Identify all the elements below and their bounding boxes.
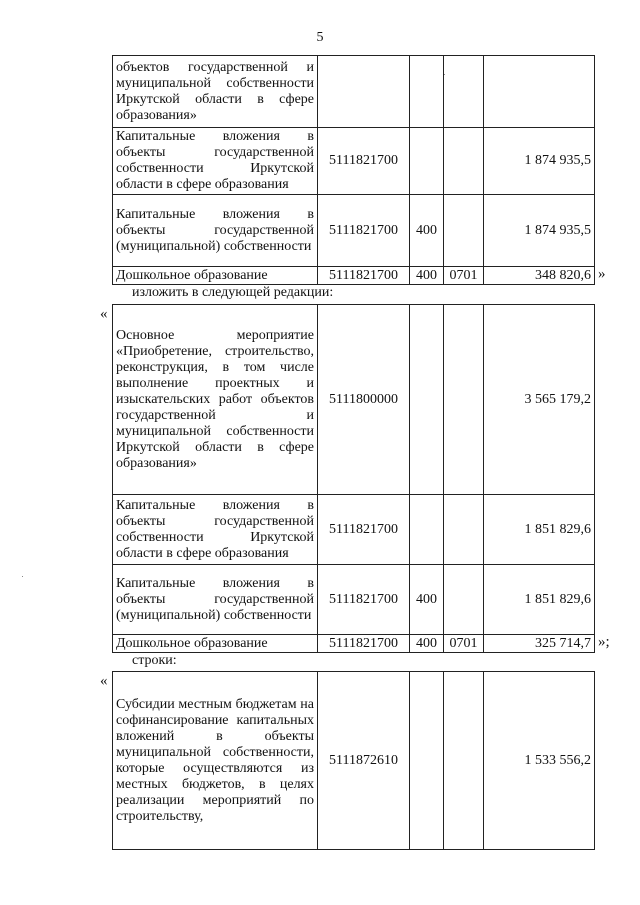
table-row: [113, 635, 595, 653]
row-name: Капитальные вложения в объекты государственной (муниципальной) собственности: [113, 195, 318, 267]
row-name: Капитальные вложения в объекты государственной собственности Иркутской области в сфере образования: [113, 128, 318, 195]
table-row: [113, 195, 595, 267]
row-code: 5111872610: [318, 672, 410, 850]
row-name: Капитальные вложения в объекты государственной (муниципальной) собственности: [113, 565, 318, 635]
row-amount: 1 874 935,5: [484, 128, 595, 195]
row-amount: 348 820,6: [484, 267, 595, 285]
row-section: 0701: [444, 267, 484, 285]
page-number: 5: [316, 30, 324, 45]
row-amount: 3 565 179,2: [484, 305, 595, 495]
row-name: объектов государственной и муниципальной собственности Иркутской области в сфере образования»: [113, 56, 318, 128]
table-row: [113, 305, 595, 495]
budget-table-new: [112, 304, 595, 653]
row-expense-type: 400: [410, 565, 444, 635]
row-section: [444, 305, 484, 495]
row-name: Основное мероприятие «Приобретение, строительство, реконструкция, в том числе выполнение проектных и изыскательских работ объектов государственной и муниципальной собственности Иркутской области в сфере образования»: [113, 305, 318, 495]
row-section: 0701: [444, 635, 484, 653]
opening-quote: «: [100, 306, 108, 322]
closing-quote-semicolon: »;: [598, 634, 610, 650]
row-code: 5111821700: [318, 495, 410, 565]
row-amount: 1 533 556,2: [484, 672, 595, 850]
table-row: [113, 128, 595, 195]
table-row: [113, 495, 595, 565]
rows-instruction: строки:: [132, 653, 177, 668]
scan-speck: [22, 576, 23, 577]
row-code: 5111821700: [318, 635, 410, 653]
table-row: [113, 56, 595, 128]
row-section: [444, 672, 484, 850]
row-expense-type: [410, 56, 444, 128]
row-expense-type: [410, 672, 444, 850]
row-amount: 1 851 829,6: [484, 565, 595, 635]
row-name: Дошкольное образование: [113, 635, 318, 653]
row-name: Капитальные вложения в объекты государственной собственности Иркутской области в сфере образования: [113, 495, 318, 565]
row-name: Субсидии местным бюджетам на софинансирование капитальных вложений в объекты муниципальной собственности, которые осуществляются из местных бюджетов, в целях реализации мероприятий по строительству,: [113, 672, 318, 850]
row-amount: [484, 56, 595, 128]
row-code: 5111821700: [318, 195, 410, 267]
row-expense-type: 400: [410, 195, 444, 267]
row-section: [444, 495, 484, 565]
table-row: [113, 565, 595, 635]
row-expense-type: 400: [410, 635, 444, 653]
row-code: [318, 56, 410, 128]
row-name: Дошкольное образование: [113, 267, 318, 285]
row-amount: 325 714,7: [484, 635, 595, 653]
row-expense-type: 400: [410, 267, 444, 285]
row-section: [444, 56, 484, 128]
table-row: [113, 672, 595, 850]
scan-speck: [444, 74, 445, 75]
edit-instruction: изложить в следующей редакции:: [132, 285, 334, 300]
row-code: 5111821700: [318, 128, 410, 195]
row-amount: 1 851 829,6: [484, 495, 595, 565]
opening-quote: «: [100, 673, 108, 689]
row-code: 5111821700: [318, 267, 410, 285]
row-section: [444, 195, 484, 267]
row-expense-type: [410, 305, 444, 495]
row-expense-type: [410, 128, 444, 195]
row-section: [444, 128, 484, 195]
budget-table-current: [112, 55, 595, 285]
row-code: 5111800000: [318, 305, 410, 495]
row-amount: 1 874 935,5: [484, 195, 595, 267]
closing-quote: »: [598, 266, 606, 282]
row-section: [444, 565, 484, 635]
budget-table-subsidies: [112, 671, 595, 850]
row-expense-type: [410, 495, 444, 565]
table-row: [113, 267, 595, 285]
row-code: 5111821700: [318, 565, 410, 635]
